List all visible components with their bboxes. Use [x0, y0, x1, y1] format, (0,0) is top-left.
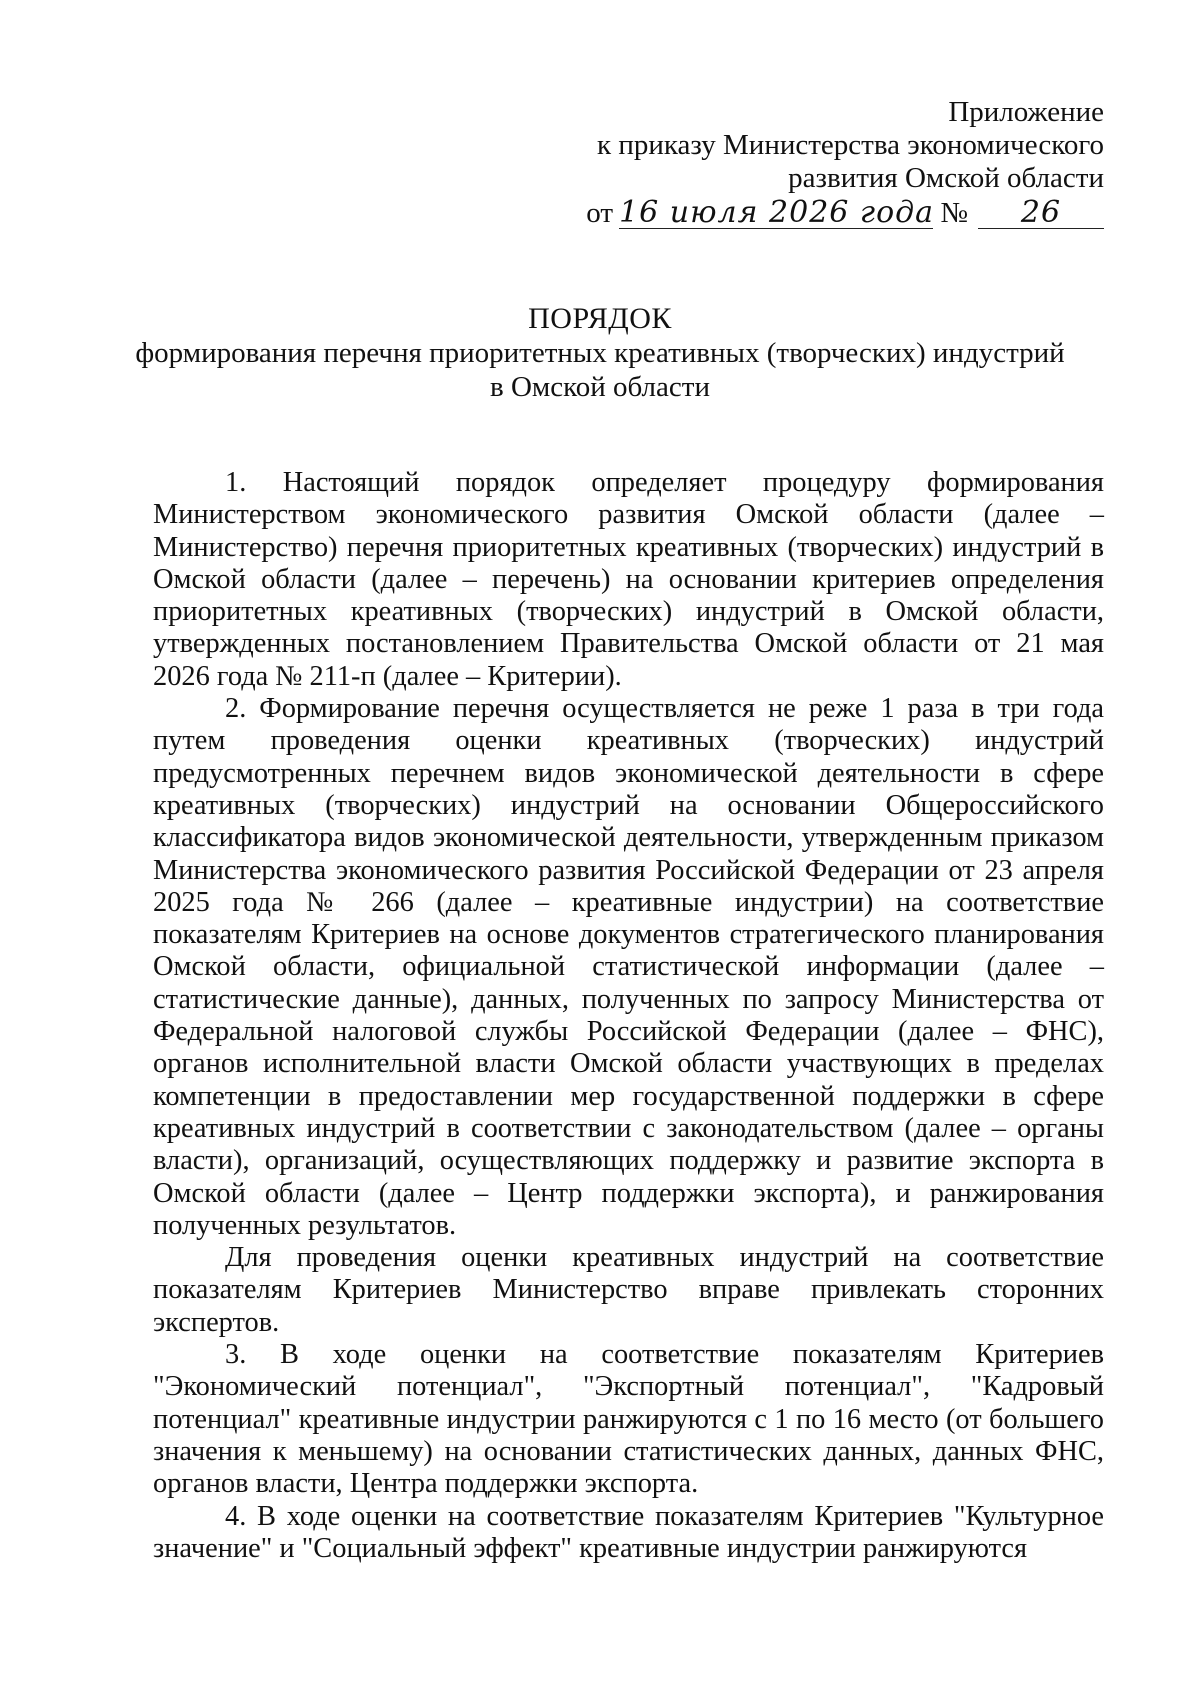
paragraph-3: 3. В ходе оценки на соответствие показателям Критериев "Экономический потенциал", "Экспортный потенциал", "Кадровый потенциал" креативные индустрии ранжируются с 1 по 16 место (от большего значения к меньшему) на основании статистических данных, данных ФНС, органов власти, Центра поддержки экспорта.: [153, 1339, 1104, 1500]
document-body: [153, 467, 1104, 1565]
paragraph-2: 2. Формирование перечня осуществляется не реже 1 раза в три года путем проведения оценки креативных (творческих) индустрий предусмотренных перечнем видов экономической деятельности в сфере креативных (творческих) индустрий на основании Общероссийского классификатора видов экономической деятельности, утвержденным приказом Министерства экономического развития Российской Федерации от 23 апреля 2025 года № 266 (далее – креативные индустрии) на соответствие показателям Критериев на основе документов стратегического планирования Омской области, официальной статистической информации (далее – статистические данные), данных, полученных по запросу Министерства от Федеральной налоговой службы Российской Федерации (далее – ФНС), органов исполнительной власти Омской области участвующих в пределах компетенции в предоставлении мер государственной поддержки в сфере креативных индустрий в соответствии с законодательством (далее – органы власти), организаций, осуществляющих поддержку и развитие экспорта в Омской области (далее – Центр поддержки экспорта), и ранжирования полученных результатов.: [153, 693, 1104, 1241]
document-title-block: [0, 302, 1200, 404]
number-label: №: [940, 197, 968, 229]
appendix-label: Приложение: [948, 96, 1104, 128]
document-title: ПОРЯДОК: [528, 302, 672, 335]
appendix-order-reference: к приказу Министерства экономического: [597, 129, 1104, 161]
handwritten-date: 16 июля 2026 года: [619, 195, 935, 230]
paragraph-1: 1. Настоящий порядок определяет процедуру формирования Министерством экономического развития Омской области (далее – Министерство) перечня приоритетных креативных (творческих) индустрий в Омской области (далее – перечень) на основании критериев определения приоритетных креативных (творческих) индустрий в Омской области, утвержденных постановлением Правительства Омской области от 21 мая 2026 года № 211-п (далее – Критерии).: [153, 467, 1104, 692]
document-subtitle-line-2: в Омской области: [490, 371, 710, 403]
date-prefix: от: [586, 197, 614, 229]
appendix-header: [586, 96, 1104, 230]
handwritten-order-number: 26: [978, 198, 1104, 229]
order-date-line: [586, 197, 1104, 230]
document-subtitle-line-1: формирования перечня приоритетных креативных (творческих) индустрий: [135, 337, 1065, 369]
paragraph-2-experts: Для проведения оценки креативных индустрий на соответствие показателям Критериев Министерство вправе привлекать сторонних экспертов.: [153, 1242, 1104, 1338]
appendix-ministry-region: развития Омской области: [788, 162, 1104, 194]
paragraph-4: 4. В ходе оценки на соответствие показателям Критериев "Культурное значение" и "Социальный эффект" креативные индустрии ранжируются: [153, 1500, 1104, 1564]
